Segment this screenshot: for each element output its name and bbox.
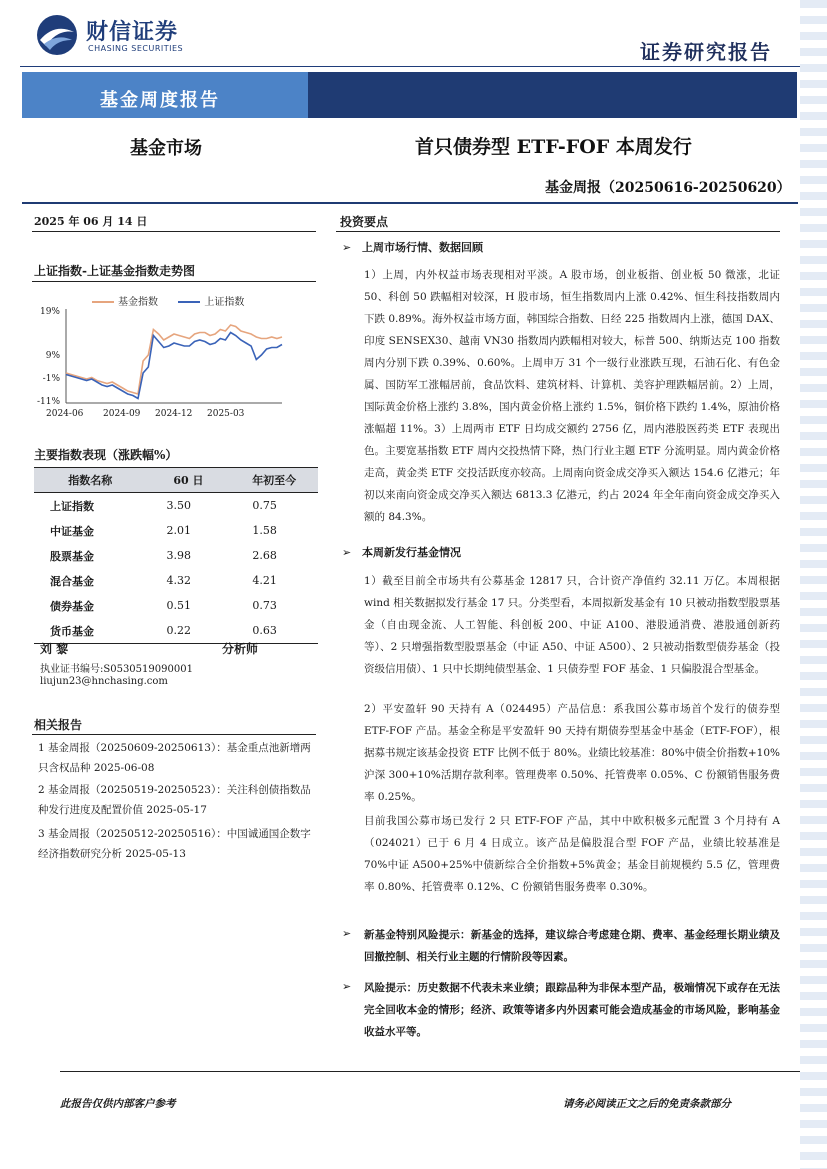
divider bbox=[32, 281, 316, 282]
column-header: 年初至今 bbox=[230, 468, 318, 493]
x-tick-label: 2025-03 bbox=[207, 409, 245, 419]
value-60d: 3.98 bbox=[166, 549, 191, 562]
etf-fof-paragraph: 目前我国公募市场已发行 2 只 ETF-FOF 产品，其中中欧积极多元配置 3 个月持有 A（024021）已于 6 月 4 日成立。该产品是偏股混合型 FOF 产品，业绩比较基准是 70%中证 A500+25%中债新综合全价指数+5%黄金；基金目前规模约 5.5 亿，管理费率 0.80%、托管费率 0.12%、C 份额销售服务费率 0.30%。 bbox=[364, 815, 780, 893]
banner-title: 基金周度报告 bbox=[100, 90, 220, 111]
report-date: 2025 年 06 月 14 日 bbox=[34, 215, 148, 228]
value-ytd: 0.73 bbox=[252, 599, 277, 612]
market-review-paragraph: 1）上周，内外权益市场表现相对平淡。A 股市场，创业板指、创业板 50 微涨，北证 50、科创 50 跌幅相对较深，H 股市场，恒生指数周内上涨 0.42%、恒生科技指数周内下跌 0.89%。海外权益市场方面，韩国综合指数、日经 225 指数周内上涨，德国 DAX、印度 SENSEX30、越南 VN30 指数周内跌幅相对较大，标普 500、纳斯达克 100 指数周内分别下跌 0.39%、0.60%。上周申万 31 个一级行业涨跌互现，石油石化、有色金属、国防军工涨幅居前，食品饮料、建筑材料、计算机、美容护理跌幅居前。2）上周，国际黄金价格上涨约 3.8%，国内黄金价格上涨约 1.5%，铜价格下跌约 1.4%，原油价格涨幅超 11%。3）上周两市 ETF 日均成交额约 2756 亿，周内港股医药类 ETF 表现出色。主要宽基指数 ETF 周内交投热情下降，热门行业主题 ETF 分流明显。周内黄金价格走高，黄金类 ETF 交投活跃度亦较高。上周南向资金成交净买入额达 154.6 亿港元；年初以来南向资金成交净买入额达 6813.3 亿港元，约占 2024 年全年南向资金成交净买入额的 84.3%。 bbox=[364, 269, 780, 523]
legend-swatch-sse bbox=[178, 301, 200, 303]
value-ytd: 0.63 bbox=[230, 618, 318, 644]
related-report-item[interactable]: 2 基金周报（20250519-20250523）：关注科创债指数品种发行进度及配置价值 2025-05-17 bbox=[38, 784, 311, 816]
arrow-bullet-icon: ➢ bbox=[342, 241, 352, 254]
value-ytd: 4.21 bbox=[252, 574, 277, 587]
index-performance-table bbox=[34, 467, 318, 644]
page-subtitle: 基金周报（20250616-20250620） bbox=[545, 180, 791, 196]
table-row bbox=[34, 493, 318, 519]
index-name: 中证基金 bbox=[50, 524, 94, 538]
related-heading: 相关报告 bbox=[34, 718, 83, 732]
side-decoration-strip bbox=[800, 0, 827, 1169]
related-report-item[interactable]: 1 基金周报（20250609-20250613）：基金重点池新增两只含权品种 2025-06-08 bbox=[38, 742, 311, 774]
value-60d: 0.51 bbox=[166, 599, 191, 612]
legend-swatch-fund bbox=[92, 301, 114, 303]
table-heading: 主要指数表现（涨跌幅%） bbox=[34, 448, 178, 462]
logo-text: 财信证券 bbox=[86, 20, 179, 45]
index-name: 债券基金 bbox=[50, 599, 94, 613]
column-header: 60 日 bbox=[146, 468, 230, 493]
table-row bbox=[34, 593, 318, 618]
table-header-row bbox=[34, 468, 318, 493]
section-title: 上周市场行情、数据回顾 bbox=[362, 241, 483, 254]
footer-divider bbox=[60, 1071, 800, 1072]
new-fund-paragraph: 1）截至目前全市场共有公募基金 12817 只，合计资产净值约 32.11 万亿。本周根据 wind 相关数据拟发行基金 17 只。分类型看，本周拟新发基金有 10 只被动指数型股票基金（自由现金流、人工智能、科创板 200、中证 A100、港股通消费、港股通创新药等）、2 只增强指数型股票基金（中证 A50、中证 A500）、2 只被动指数型债券基金（投资级信用债）、1 只中长期纯债型基金、1 只债券型 FOF 基金、1 只偏股混合型基金。 bbox=[364, 575, 780, 675]
logo-icon bbox=[36, 14, 78, 56]
analyst-name: 刘 黎 bbox=[40, 642, 69, 656]
product-info-paragraph: 2）平安盈轩 90 天持有 A（024495）产品信息：系我国公募市场首个发行的债券型 ETF-FOF 产品。基金全称是平安盈轩 90 天持有期债券型基金中基金（ETF-FOF），根据募书规定该基金投资 ETF 比例不低于 80%。业绩比较基准：80%中债全价指数+10%沪深 300+10%活期存款利率。管理费率 0.50%、托管费率 0.05%、C 份额销售服务费率 0.25%。 bbox=[364, 703, 780, 803]
table-row bbox=[34, 543, 318, 568]
table-row bbox=[34, 518, 318, 543]
analyst-cert-number: 执业证书编号:S0530519090001 bbox=[40, 664, 193, 675]
value-60d: 3.50 bbox=[166, 499, 191, 512]
section-heading bbox=[342, 544, 461, 560]
analyst-email[interactable]: liujun23@hnchasing.com bbox=[40, 676, 168, 687]
footer-disclaimer-link[interactable]: 请务必阅读正文之后的免责条款部分 bbox=[563, 1098, 731, 1110]
key-points-heading: 投资要点 bbox=[340, 215, 389, 229]
legend-label-sse: 上证指数 bbox=[204, 297, 245, 308]
value-ytd: 1.58 bbox=[252, 524, 277, 537]
y-tick-label: 9% bbox=[45, 351, 60, 361]
divider bbox=[336, 231, 780, 232]
analyst-role: 分析师 bbox=[222, 642, 259, 656]
chart-legend bbox=[92, 293, 244, 308]
column-header: 指数名称 bbox=[34, 468, 146, 493]
section-label: 基金市场 bbox=[130, 138, 202, 159]
new-fund-risk-note: 新基金特别风险提示：新基金的选择，建议综合考虑建仓期、费率、基金经理长期业绩及回撤控制、相关行业主题的行情阶段等因素。 bbox=[364, 929, 780, 963]
x-tick-label: 2024-06 bbox=[46, 409, 84, 419]
index-name: 上证指数 bbox=[50, 499, 94, 513]
title-divider bbox=[22, 202, 798, 204]
value-60d: 2.01 bbox=[166, 524, 191, 537]
legend-label-fund: 基金指数 bbox=[118, 297, 158, 308]
y-tick-label: 19% bbox=[39, 307, 60, 317]
series-line-fund-index bbox=[66, 325, 282, 394]
section-title: 本周新发行基金情况 bbox=[362, 546, 461, 559]
arrow-bullet-icon: ➢ bbox=[342, 980, 352, 993]
page-title: 首只债券型 ETF-FOF 本周发行 bbox=[415, 136, 692, 158]
chart-heading: 上证指数-上证基金指数走势图 bbox=[34, 264, 195, 278]
index-name: 货币基金 bbox=[34, 618, 146, 644]
arrow-bullet-icon: ➢ bbox=[342, 546, 352, 559]
x-tick-label: 2024-12 bbox=[155, 409, 193, 419]
y-tick-label: -1% bbox=[42, 374, 60, 384]
table-row bbox=[34, 568, 318, 593]
series-line-sse-index bbox=[66, 333, 282, 399]
arrow-bullet-icon: ➢ bbox=[342, 927, 352, 940]
index-name: 股票基金 bbox=[50, 549, 94, 563]
section-heading bbox=[342, 239, 483, 255]
related-report-item[interactable]: 3 基金周报（20250512-20250516）：中国诚通国企数字经济指数研究分析 2025-05-13 bbox=[38, 828, 311, 860]
divider bbox=[32, 734, 316, 735]
value-60d: 4.32 bbox=[166, 574, 191, 587]
banner-right-block bbox=[308, 72, 797, 118]
risk-disclosure: 风险提示：历史数据不代表未来业绩；跟踪品种为非保本型产品，极端情况下或存在无法完全回收本金的情形；经济、政策等诸多内外因素可能会造成基金的市场风险，影响基金收益水平等。 bbox=[364, 982, 780, 1038]
divider bbox=[32, 231, 316, 232]
index-name: 混合基金 bbox=[50, 574, 94, 588]
y-tick-label: -11% bbox=[36, 397, 60, 407]
value-ytd: 2.68 bbox=[252, 549, 277, 562]
value-60d: 0.22 bbox=[146, 618, 230, 644]
report-type: 证券研究报告 bbox=[640, 40, 772, 64]
x-tick-label: 2024-09 bbox=[103, 409, 141, 419]
value-ytd: 0.75 bbox=[252, 499, 277, 512]
table-row bbox=[34, 618, 318, 644]
footer-notice: 此报告仅供内部客户参考 bbox=[60, 1098, 176, 1110]
header-divider bbox=[20, 66, 800, 67]
logo-subtext: CHASING SECURITIES bbox=[88, 44, 184, 53]
